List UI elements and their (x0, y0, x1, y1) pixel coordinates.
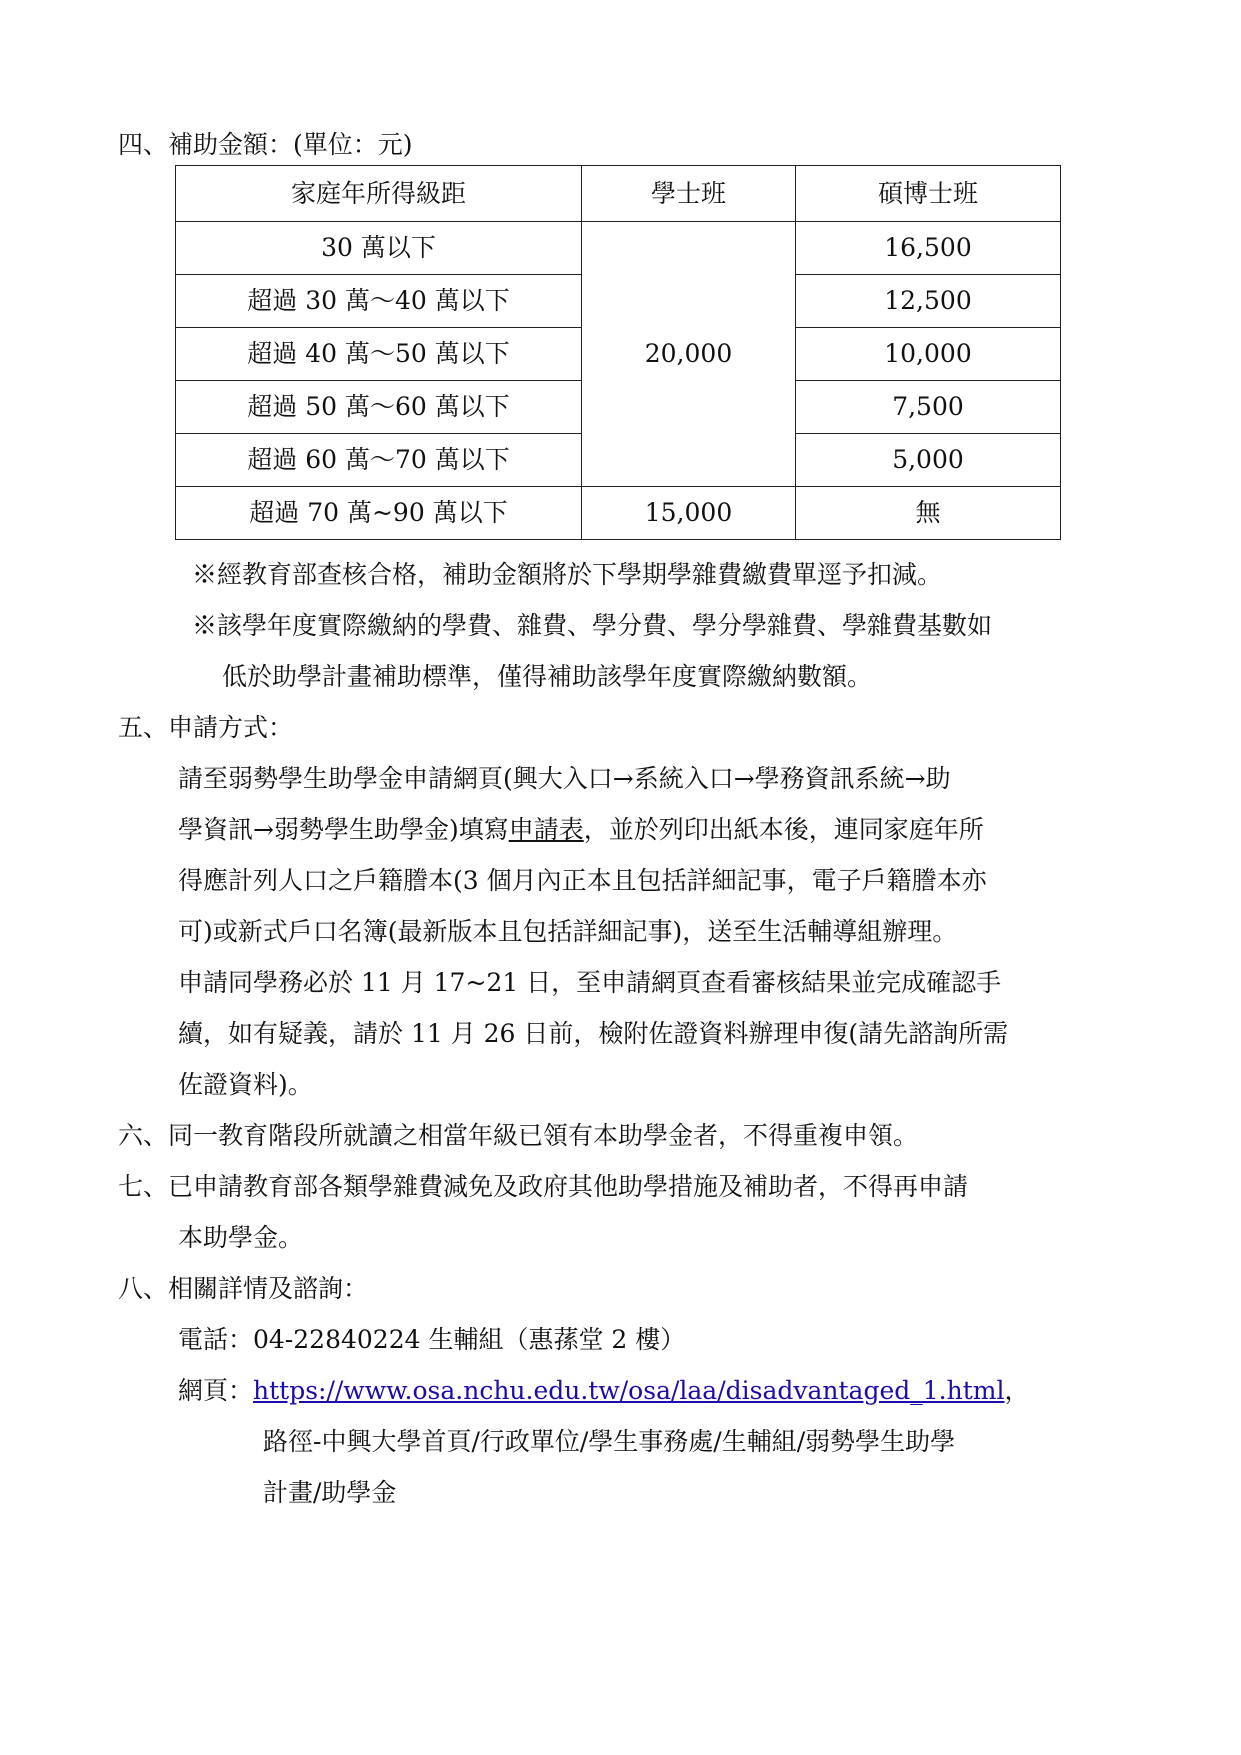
apply-text: ，並於列印出紙本後，連同家庭年所 (583, 815, 984, 844)
apply-paragraph-line4: 可)或新式戶口名簿(最新版本且包括詳細記事)，送至生活輔導組辦理。 (178, 917, 958, 946)
income-range-cell: 30 萬以下 (176, 222, 582, 275)
header-bachelor: 學士班 (582, 166, 796, 222)
review-paragraph-line3: 佐證資料)。 (178, 1070, 313, 1099)
apply-paragraph-line1: 請至弱勢學生助學金申請網頁(興大入口→系統入口→學務資訊系統→助 (178, 764, 951, 793)
subsidy-table (175, 165, 1061, 540)
section-4-title: 四、補助金額：(單位：元) (118, 130, 413, 159)
web-label: 網頁： (178, 1376, 254, 1405)
section-8-title: 八、相關詳情及諮詢： (118, 1274, 369, 1303)
contact-phone: 電話：04-22840224 生輔組（惠蓀堂 2 樓） (178, 1325, 686, 1354)
apply-paragraph-line2 (178, 813, 984, 847)
application-form-link[interactable]: 申請表 (508, 815, 584, 844)
income-range-cell: 超過 30 萬～40 萬以下 (176, 275, 582, 328)
graduate-amount-cell: 12,500 (796, 275, 1061, 328)
section-5-title: 五、申請方式： (118, 713, 294, 742)
graduate-amount-cell: 無 (796, 487, 1061, 540)
income-range-cell: 超過 40 萬～50 萬以下 (176, 328, 582, 381)
section-7-line1: 七、已申請教育部各類學雜費減免及政府其他助學措施及補助者，不得再申請 (118, 1172, 969, 1201)
table-header-row (176, 166, 1061, 222)
web-url-link[interactable]: https://www.osa.nchu.edu.tw/osa/laa/disadvantaged_1.html (253, 1376, 1005, 1405)
bachelor-amount-cell: 15,000 (582, 487, 796, 540)
contact-web (178, 1374, 1029, 1408)
review-paragraph-line2: 續，如有疑義，請於 11 月 26 日前，檢附佐證資料辦理申復(請先諮詢所需 (178, 1019, 1009, 1048)
header-income-range: 家庭年所得級距 (176, 166, 582, 222)
bachelor-amount-merged-cell: 20,000 (582, 222, 796, 487)
note-deduction: ※經教育部查核合格，補助金額將於下學期學雜費繳費單逕予扣減。 (192, 560, 943, 589)
income-range-cell: 超過 50 萬～60 萬以下 (176, 381, 582, 434)
graduate-amount-cell: 5,000 (796, 434, 1061, 487)
note-actual-fee-line1: ※該學年度實際繳納的學費、雜費、學分費、學分學雜費、學雜費基數如 (192, 611, 993, 640)
web-path-line1: 路徑-中興大學首頁/行政單位/學生事務處/生輔組/弱勢學生助學 (263, 1427, 956, 1456)
graduate-amount-cell: 10,000 (796, 328, 1061, 381)
review-paragraph-line1: 申請同學務必於 11 月 17~21 日，至申請網頁查看審核結果並完成確認手 (178, 968, 1002, 997)
graduate-amount-cell: 7,500 (796, 381, 1061, 434)
apply-text: 學資訊→弱勢學生助學金)填寫 (178, 815, 509, 844)
graduate-amount-cell: 16,500 (796, 222, 1061, 275)
section-6-title: 六、同一教育階段所就讀之相當年級已領有本助學金者，不得重複申領。 (118, 1121, 919, 1150)
section-7-line2: 本助學金。 (178, 1223, 304, 1252)
income-range-cell: 超過 70 萬~90 萬以下 (176, 487, 582, 540)
web-path-line2: 計畫/助學金 (263, 1478, 397, 1507)
web-comma: ， (1004, 1376, 1030, 1405)
apply-paragraph-line3: 得應計列人口之戶籍謄本(3 個月內正本且包括詳細記事，電子戶籍謄本亦 (178, 866, 987, 895)
table-row (176, 487, 1061, 540)
table-row (176, 222, 1061, 275)
income-range-cell: 超過 60 萬～70 萬以下 (176, 434, 582, 487)
note-actual-fee-line2: 低於助學計畫補助標準，僅得補助該學年度實際繳納數額。 (222, 662, 873, 691)
header-graduate: 碩博士班 (796, 166, 1061, 222)
